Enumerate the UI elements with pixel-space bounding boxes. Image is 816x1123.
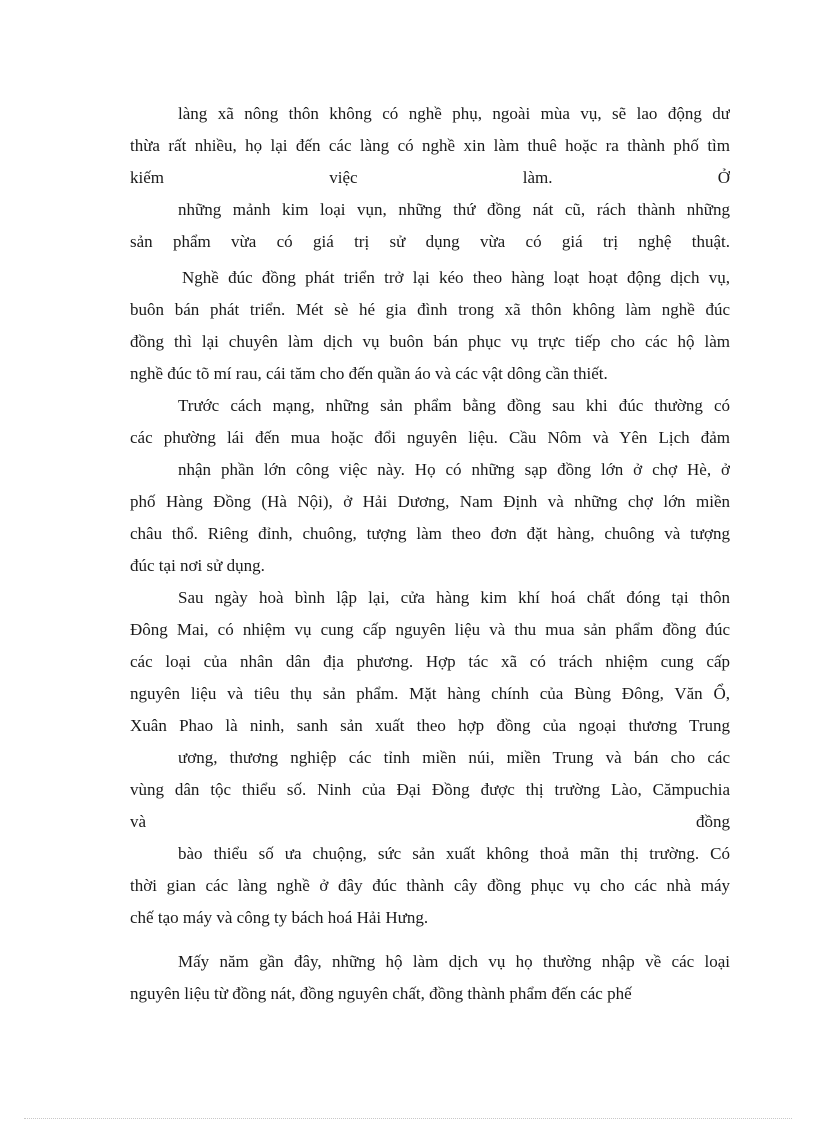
text-line: nguyên liệu từ đồng nát, đồng nguyên chất, đồng thành phẩm đến các phế <box>130 984 632 1003</box>
text-line: làng xã nông thôn không có nghề phụ, ngoài mùa vụ, sẽ lao động dư <box>178 104 730 123</box>
text-line: ương, thương nghiệp các tỉnh miền núi, miền Trung và bán cho các <box>178 748 730 767</box>
text-line: các loại của nhân dân địa phương. Hợp tác xã có trách nhiệm cung cấp <box>130 652 730 671</box>
page-bottom-rule <box>24 1118 792 1119</box>
text-line: và đồng <box>130 812 730 831</box>
text-line: Sau ngày hoà bình lập lại, cửa hàng kim khí hoá chất đóng tại thôn <box>178 588 730 607</box>
text-line: vùng dân tộc thiểu số. Ninh của Đại Đồng được thị trường Lào, Cămpuchia <box>130 780 730 799</box>
text-line: Đông Mai, có nhiệm vụ cung cấp nguyên liệu và thu mua sản phẩm đồng đúc <box>130 620 730 639</box>
text-line: kiếm việc làm. Ở <box>130 168 730 187</box>
text-line: đúc tại nơi sử dụng. <box>130 556 265 575</box>
text-line: sản phẩm vừa có giá trị sử dụng vừa có giá trị nghệ thuật. <box>130 232 730 251</box>
text-line: nguyên liệu và tiêu thụ sản phẩm. Mặt hàng chính của Bùng Đông, Văn Ổ, <box>130 684 730 703</box>
text-line: đồng thì lại chuyên làm dịch vụ buôn bán phục vụ trực tiếp cho các hộ làm <box>130 332 730 351</box>
text-line: Mấy năm gần đây, những hộ làm dịch vụ họ thường nhập về các loại <box>178 952 730 971</box>
text-line: thừa rất nhiều, họ lại đến các làng có nghề xin làm thuê hoặc ra thành phố tìm <box>130 136 730 155</box>
text-line: châu thổ. Riêng đỉnh, chuông, tượng làm theo đơn đặt hàng, chuông và tượng <box>130 524 730 543</box>
text-line: Xuân Phao là ninh, sanh sản xuất theo hợp đồng của ngoại thương Trung <box>130 716 730 735</box>
text-line: phố Hàng Đồng (Hà Nội), ở Hải Dương, Nam Định và những chợ lớn miền <box>130 492 730 511</box>
text-line: buôn bán phát triển. Mét sè hé gia đình trong xã thôn không làm nghề đúc <box>130 300 730 319</box>
text-line: Trước cách mạng, những sản phẩm bằng đồng sau khi đúc thường có <box>178 396 730 415</box>
text-line: Nghề đúc đồng phát triển trở lại kéo theo hàng loạt hoạt động dịch vụ, <box>182 268 730 287</box>
text-line: các phường lái đến mua hoặc đổi nguyên liệu. Cầu Nôm và Yên Lịch đảm <box>130 428 730 447</box>
text-line: chế tạo máy và công ty bách hoá Hải Hưng. <box>130 908 429 927</box>
text-line: bào thiểu số ưa chuộng, sức sản xuất không thoả mãn thị trường. Có <box>178 844 730 863</box>
text-line: nghề đúc tõ mí rau, cái tăm cho đến quần áo và các vật dông cần thiết. <box>130 364 608 383</box>
text-line: thời gian các làng nghề ở đây đúc thành cây đồng phục vụ cho các nhà máy <box>130 876 730 895</box>
text-line: nhận phần lớn công việc này. Họ có những sạp đồng lớn ở chợ Hè, ở <box>178 460 730 479</box>
text-line: những mảnh kim loại vụn, những thứ đồng nát cũ, rách thành những <box>178 200 730 219</box>
